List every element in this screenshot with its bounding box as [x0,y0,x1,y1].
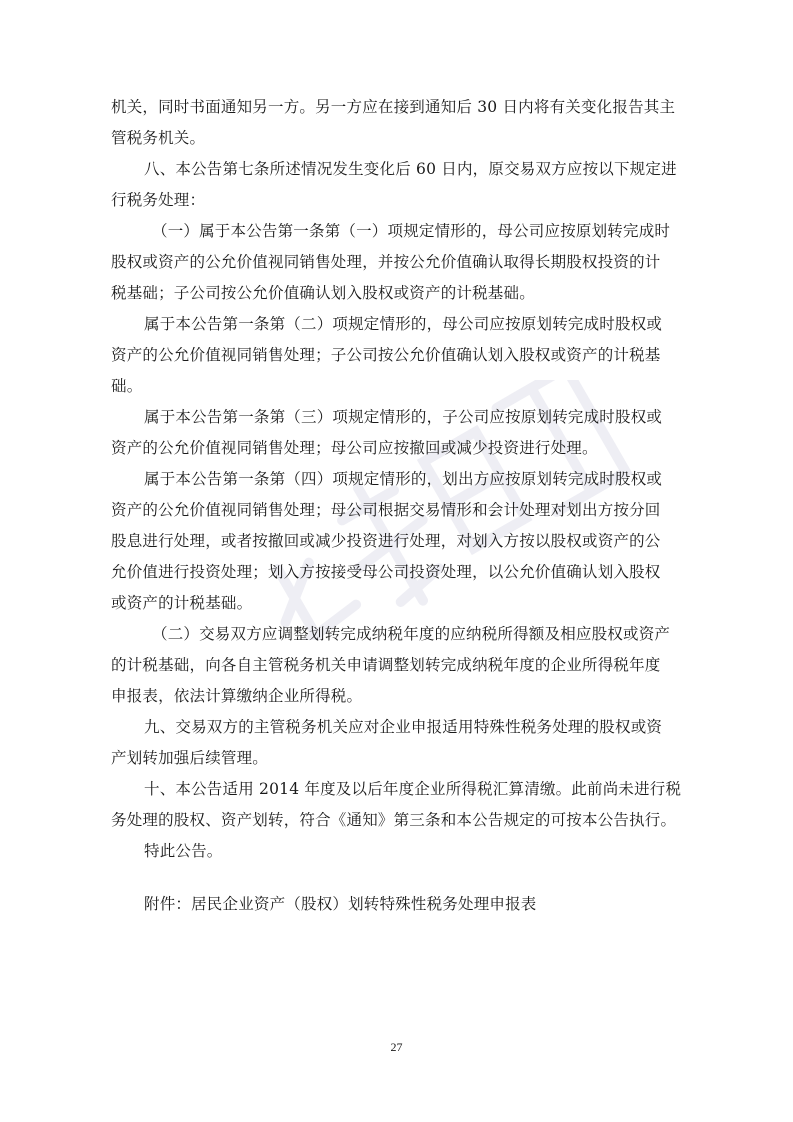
paragraph-case-2 [111,309,683,402]
text-line: 产划转加强后续管理。 [111,749,269,767]
paragraph-case-4 [111,464,683,619]
attachment-text: 附件：居民企业资产（股权）划转特殊性税务处理申报表 [144,895,537,913]
text-line: 税基础；子公司按公允价值确认划入股权或资产的计税基础。 [111,284,535,302]
text-line: 属于本公告第一条第（三）项规定情形的，子公司应按原划转完成时股权或 [144,408,663,426]
document-body [111,92,683,920]
text-line: 资产的公允价值视同销售处理；母公司应按撤回或减少投资进行处理。 [111,439,598,457]
text-line: 股息进行处理，或者按撤回或减少投资进行处理，对划入方按以股权或资产的公 [111,532,661,550]
text-line: （二）交易双方应调整划转完成纳税年度的应纳税所得额及相应股权或资产 [152,625,671,643]
text-line: 特此公告。 [144,842,223,860]
text-line: 申报表，依法计算缴纳企业所得税。 [111,687,363,705]
text-line: 机关，同时书面通知另一方。另一方应在接到通知后 30 日内将有关变化报告其主 [111,98,676,116]
text-line: 资产的公允价值视同销售处理；子公司按公允价值确认划入股权或资产的计税基 [111,346,661,364]
paragraph-closing [111,836,683,867]
attachment-note [111,889,683,920]
text-line: 属于本公告第一条第（二）项规定情形的，母公司应按原划转完成时股权或 [144,315,663,333]
paragraph-continuation [111,92,683,154]
text-line: 的计税基础，向各自主管税务机关申请调整划转完成纳税年度的企业所得税年度 [111,656,661,674]
text-line: 础。 [111,377,143,395]
text-line: （一）属于本公告第一条第（一）项规定情形的，母公司应按原划转完成时 [152,222,671,240]
text-line: 务处理的股权、资产划转，符合《通知》第三条和本公告规定的可按本公告执行。 [111,811,677,829]
paragraph-article-8-item-2 [111,619,683,712]
text-line: 九、交易双方的主管税务机关应对企业申报适用特殊性税务处理的股权或资 [144,718,663,736]
text-line: 股权或资产的公允价值视同销售处理，并按公允价值确认取得长期股权投资的计 [111,253,661,271]
text-line: 允价值进行投资处理；划入方按接受母公司投资处理，以公允价值确认划入股权 [111,563,661,581]
paragraph-article-10 [111,774,683,836]
text-line: 行税务处理： [111,191,206,209]
text-line: 资产的公允价值视同销售处理；母公司根据交易情形和会计处理对划出方按分回 [111,501,661,519]
page-number: 27 [390,1040,403,1054]
text-line: 十、本公告适用 2014 年度及以后年度企业所得税汇算清缴。此前尚未进行税 [144,780,682,798]
text-line: 属于本公告第一条第（四）项规定情形的，划出方应按原划转完成时股权或 [144,470,663,488]
text-line: 八、本公告第七条所述情况发生变化后 60 日内，原交易双方应按以下规定进 [144,160,677,178]
text-line: 或资产的计税基础。 [111,594,253,612]
paragraph-article-8-item-1 [111,216,683,309]
paragraph-case-3 [111,402,683,464]
text-line: 管税务机关。 [111,129,206,147]
paragraph-article-8 [111,154,683,216]
paragraph-article-9 [111,712,683,774]
